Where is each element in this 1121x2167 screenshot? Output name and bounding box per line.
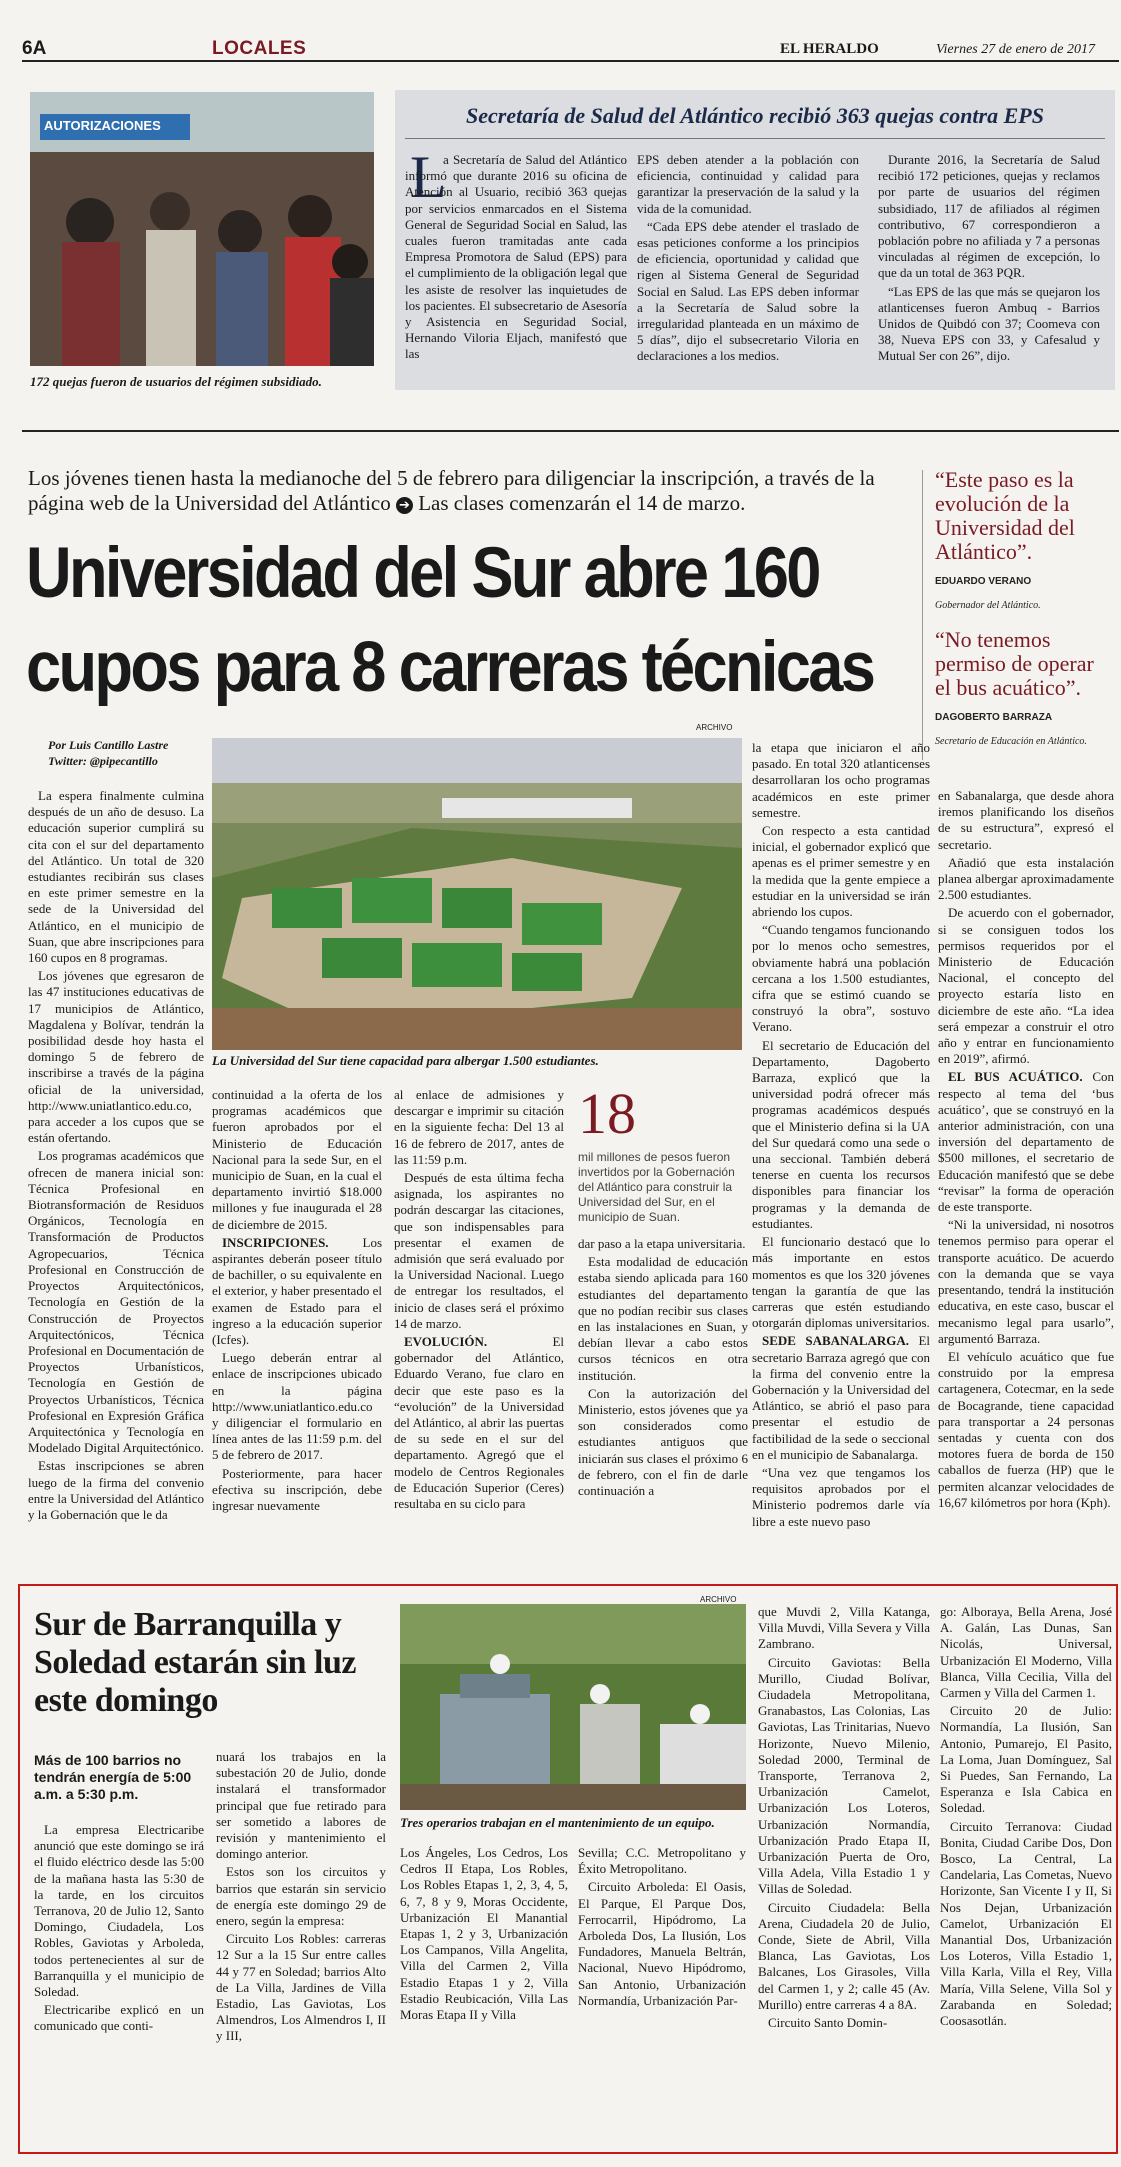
power-col2: nuará los trabajos en la subestación 20 de Julio, donde instalará el transformador principal que fue retirado para ser sometido a labores de revisión y mantenimiento el domingo anterior. Estos son los circuitos y barrios que estarán sin servicio de energía este domingo 29 de enero, según la empresa: Circuito Los Robles: carreras 12 Sur a la 15 Sur entre calles 44 y 77 en Soledad; barrios Alto de La Villa, Jardines de Villa Estadio, Las Gaviotas, Los Almendros, Los Almendros I, II y III, <box>216 1749 386 2044</box>
main-photo-caption: La Universidad del Sur tiene capacidad para albergar 1.500 estudiantes. <box>212 1053 599 1068</box>
paragraph-lead-in: EL BUS ACUÁTICO. <box>948 1069 1083 1085</box>
main-deck-part2: Las clases comenzarán el 14 de marzo. <box>418 491 746 515</box>
power-col6: go: Alboraya, Bella Arena, José A. Galán, Las Dunas, San Nicolás, Universal, Urbanización El Moderno, Villa Blanca, Villa Cecilia, Villa del Carmen y Villa del Carmen 1. Circuito 20 de Julio: Normandía, La Ilusión, San Antonio, Pumarejo, El Pasito, La Loma, Juan Domínguez, Sal Si Puedes, San Fernando, La Esperanza e Isla Cabica en Soledad. Circuito Terranova: Ciudad Bonita, Ciudad Caribe Dos, Don Bosco, La Central, La Candelaria, Las Cometas, Nuevo Horizonte, San Vicente I y II, Si Nos Dejan, Urbanización Camelot, Urbanización El Manantial Dos, Urbanización Los Loteros, Villa Estadio 1, Villa Karla, Villa el Rey, Villa María, Villa Selene, Villa Sol y Zarabanda en Soledad; Coosasotlán. <box>940 1604 1112 2029</box>
power-col5: que Muvdi 2, Villa Katanga, Villa Muvdi, Villa Severa y Villa Zambrano. Circuito Gaviotas: Bella Murillo, Ciudad Bolívar, Ciudadela Metropolitana, Granabastos, Las Colonias, Las Gaviotas, Las Trinitarias, Nuevo Horizonte, Nuevo Milenio, Soledad 2000, Terminal de Transporte, Terranova 2, Urbanización Camelot, Urbanización Los Loteros, Urbanización Normandía, Urbanización Prado Etapa II, Urbanización Puerta de Oro, Villa Adela, Villa Estadio 1 y Villas de Soledad. Circuito Ciudadela: Bella Arena, Ciudadela 20 de Julio, Conde, Siete de Abril, Villa Blanca, Las Gaviotas, Los Balcanes, Los Girasoles, Villa del Carmen 1, y 2; calle 45 (Av. Murillo) entre carreras 4 a 8A. Circuito Santo Domin- <box>758 1604 930 2031</box>
power-col3: Los Ángeles, Los Cedros, Los Cedros II Etapa, Los Robles, Los Robles Etapas 1, 2, 3, 4, 5, 6, 7, 8 y 9, Moras Occidente, Urbanización El Manantial Etapas 1, 2 y 3, Urbanización Los Campanos, Villa Angelita, Villa del Carmen 2, Villa Estadio Etapas 1 y 2, Villa Estadio Reubicación, Villa Las Moras Etapa II y Villa <box>400 1845 568 2023</box>
paragraph-lead-in: INSCRIPCIONES. <box>222 1234 329 1250</box>
university-aerial-image <box>212 738 742 1050</box>
quote-barraza-text: “No tenemos permiso de operar el bus acuático”. <box>935 627 1094 700</box>
stat-text: mil millones de pesos fueron invertidos por la Gobernación del Atlántico para construir la Universidad del Sur, en el municipio de Suan. <box>578 1150 735 1224</box>
section-label: LOCALES <box>212 38 307 59</box>
paragraph-lead-in: SEDE SABANALARGA. <box>762 1333 910 1349</box>
power-photo <box>400 1604 746 1810</box>
section-divider-top <box>22 430 1119 432</box>
main-col2: continuidad a la oferta de los programas académicos que fueron aprobados por el Ministerio de Educación Nacional para la sede Sur, en el municipio de Suan, en la cual el departamento invirtió $18.000 millones y fue inaugurada el 28 de diciembre de 2015. INSCRIPCIONES. Los aspirantes deberán poseer título de bachiller, o su equivalente en el exterior, y haber presentado el examen de Estado para el ingreso a la educación superior (Icfes). Luego deberán entrar al enlace de inscripciones ubicado en la página http://www.uniatlantico.edu.co y diligenciar el formulario en línea antes de las 11:59 p.m. del 5 de febrero de 2017. Posteriormente, para hacer efectiva su inscripción, debe ingresar nuevamente <box>212 1087 382 1514</box>
byline: Por Luis Cantillo Lastre <box>48 738 169 752</box>
main-photo <box>212 738 742 1050</box>
quote-column-rule <box>922 470 923 760</box>
arrow-right-icon: ➔ <box>396 497 413 514</box>
eps-col2: EPS deben atender a la población con eficiencia, continuidad y calidad para garantizar la preservación de la salud y la vida de la comunidad. “Cada EPS debe atender el traslado de esas peticiones conforme a los principios de eficiencia, oportunidad y calidad que rigen al Sistema General de Seguridad Social en Salud. Las EPS deben informar a la Secretaría de Salud sobre la irregularidad planteada en un máximo de 5 días”, dijo el subsecretario Viloria en declaraciones a los medios. <box>637 152 859 364</box>
main-col5: la etapa que iniciaron el año pasado. En total 320 atlanticenses desarrollaran los ocho programas académicos en este primer semestre. Con respecto a esta cantidad inicial, el gobernador explicó que apenas es el primer semestre y en la medida que la gente empiece a estudiar en la universidad se irán abriendo los cupos. “Cuando tengamos funcionando por lo menos ocho semestres, obviamente habrá una población cercana a los 1.500 estudiantes, cifra que se estimó cuando se construyó la obra”, sostuvo Verano. El secretario de Educación del Departamento, Dagoberto Barraza, explicó que la universidad podrá ofrecer más programas académicos después que el Ministerio defina si la UA del Sur quedará como una sede o una seccional. También deberá tenerse en cuenta los recursos disponibles para financiar los programas y la demanda de estudiantes. El funcionario destacó que lo más importante en estos momentos es que los 320 jóvenes tengan la garantía de que las carreras que estén estudiando otorgarán diplomas universitarios. SEDE SABANALARGA. El secretario Barraza agregó que con la firma del convenio entre la Gobernación y la Universidad del Atlántico, se abrió el paso para presentar el estudio de factibilidad de la sede o seccional en el municipio de Sabanalarga. “Una vez que tengamos los requisitos aprobados por el Ministerio podremos darle vía libre a este nuevo paso <box>752 740 930 1529</box>
quote-verano <box>935 468 1115 618</box>
power-photo-credit: ARCHIVO <box>700 1595 737 1604</box>
main-headline-line1: Universidad del Sur abre 160 <box>26 534 819 613</box>
paper-name: EL HERALDO <box>780 41 879 57</box>
stat-number: 18 <box>578 1081 636 1146</box>
eps-title-rule <box>405 138 1105 139</box>
eps-crowd-image <box>30 92 374 366</box>
eps-photo <box>30 92 374 366</box>
power-col4: Sevilla; C.C. Metropolitano y Éxito Metropolitano. Circuito Arboleda: El Oasis, El Parque, El Parque Dos, Ferrocarril, Hipódromo, La Arboleda Dos, La Ilusión, Los Fundadores, Manuela Beltrán, Nacional, Nuevo Hipódromo, San Antonio, Urbanización Normandía, Urbanización Par- <box>578 1845 746 2008</box>
quote-barraza-name: DAGOBERTO BARRAZA <box>935 712 1053 723</box>
quote-verano-name: EDUARDO VERANO <box>935 576 1032 587</box>
eps-col1: a Secretaría de Salud del Atlántico informó que durante 2016 su oficina de Atención al Usuario, recibió 363 quejas por servicios enmarcados en el Sistema General de Seguridad Social en Salud, las cuales fueron tramitadas ante cada Empresa Promotora de Salud (EPS) para el cumplimiento de la obligación legal que les asiste de resolver las inquietudes de los pacientes. El subsecretario de Asesoría y Asistencia en Seguridad Social, Hernando Viloria Eljach, manifestó que las <box>405 152 627 362</box>
power-col1: La empresa Electricaribe anunció que este domingo se irá el fluido eléctrico desde las 5:00 de la mañana hasta las 5:30 de la tarde, en los circuitos Terranova, 20 de Julio 12, Santo Domingo, Ciudadela, Los Robles, Gaviotas y Arboleda, todos pertenecientes al sur de Barranquilla y el municipio de Soledad. Electricaribe explicó en un comunicado que conti- <box>34 1822 204 2034</box>
main-col4: dar paso a la etapa universitaria. Esta modalidad de educación estaba siendo aplicada para 160 estudiantes del departamento que no podían recibir sus clases en las instalaciones en Suan, y debían llevar a cabo estos cursos técnicos en otra institución. Con la autorización del Ministerio, estos jóvenes que ya son considerados como estudiantes antiguos que iniciarán sus clases el próximo 6 de febrero, con el fin de darle continuación a <box>578 1236 748 1499</box>
quote-barraza <box>935 628 1115 754</box>
quote-verano-role: Gobernador del Atlántico. <box>935 600 1041 611</box>
main-deck <box>28 466 908 516</box>
eps-photo-caption: 172 quejas fueron de usuarios del régimen subsidiado. <box>30 374 322 389</box>
eps-photo-sign: AUTORIZACIONES <box>44 118 161 133</box>
header-rule <box>22 60 1119 62</box>
eps-title: Secretaría de Salud del Atlántico recibió 363 quejas contra EPS <box>466 103 1044 128</box>
quote-verano-text: “Este paso es la evolución de la Universidad del Atlántico”. <box>935 467 1075 564</box>
eps-drop-cap: L <box>410 144 447 210</box>
main-headline-line2: cupos para 8 carreras técnicas <box>26 628 874 707</box>
header-date: Viernes 27 de enero de 2017 <box>936 42 1096 57</box>
eps-col3: Durante 2016, la Secretaría de Salud recibió 172 peticiones, quejas y reclamos por parte de usuarios del régimen subsidiado, 117 de afiliados al régimen contributivo, 67 correspondieron a población pobre no afiliada y 7 a personas vinculadas al régimen de excepción, lo que da un total de 363 PQR. “Las EPS de las que más se quejaron los atlanticenses fueron Ambuq - Barrios Unidos de Quibdó con 37; Coomeva con 38, Nueva EPS con 33, y Cafesalud y Mutual Ser con 26”, dijo. <box>878 152 1100 364</box>
main-col6: en Sabanalarga, que desde ahora iremos planificando los diseños de su estructura”, expresó el secretario. Añadió que esta instalación planea albergar aproximadamente 2.500 estudiantes. De acuerdo con el gobernador, si se consiguen todos los permisos requeridos por el Ministerio de Educación Nacional, el concepto del proyecto estaría listo en diciembre de este año. “La idea será empezar a construir el otro año y entrar en funcionamiento en 2019”, afirmó. EL BUS ACUÁTICO. Con respecto al tema del ‘bus acuático’, que se construyó en la anterior administración, con una inversión del departamento de $500 millones, el secretario de Educación manifestó que se debe “revisar” la forma de operación de este transporte. “Ni la universidad, ni nosotros tenemos permiso para operar el transporte acuático. De acuerdo con la demanda que se vaya presentando, tendrá la institución educativa, en este caso, buscar el mecanismo legal para usarlo”, argumentó Barraza. El vehículo acuático que fue construido por la empresa cartagenera, Cotecmar, en la sede de Bocagrande, tiene capacidad para transportar a 24 personas sentadas y cuenta con dos motores fuera de borda de 150 caballos de fuerza (HP) que le permiten alcanzar velocidades de 16,67 kilómetros por hora (Kph). <box>938 788 1114 1510</box>
power-workers-image <box>400 1604 746 1810</box>
power-photo-caption: Tres operarios trabajan en el mantenimiento de un equipo. <box>400 1815 715 1830</box>
byline-twitter: Twitter: @pipecantillo <box>48 754 158 768</box>
main-col1: La espera finalmente culmina después de un año de desuso. La educación superior cumplirá su cita con el sur del departamento del Atlántico. Un total de 320 estudiantes recibirán sus clases en este primer semestre en la sede de la Universidad del Atlántico, en el municipio de Suan, que abre inscripciones para 160 cupos en 8 programas. Los jóvenes que egresaron de las 47 instituciones educativas de 17 municipios de Atlántico, Magdalena y Bolívar, tendrán la posibilidad desde hoy hasta el domingo 5 de febrero de inscribirse a través de la página oficial de la universidad, http://www.uniatlantico.edu.co, para acceder a los cupos que se están ofertando. Los programas académicos que ofrecen de manera inicial son: Técnica Profesional en Biotransformación de Residuos Orgánicos, Tecnología en Transformación de Productos Agropecuarios, Técnica Profesional en Construcción de Proyectos Arquitectónicos, Tecnología en Gestión de la Construcción de Proyectos Arquitectónicos, Técnica Profesional en Documentación de Proyectos Urbanísticos, Tecnología en Gestión de Proyectos Urbanísticos, Técnica Profesional en Expresión Gráfica Arquitectónica y Tecnología en Modelado Digital Arquitectónico. Estas inscripciones se abren luego de la firma del convenio entre la Universidad del Atlántico y la Gobernación que le da <box>28 788 204 1522</box>
quote-barraza-role: Secretario de Educación en Atlántico. <box>935 736 1087 747</box>
page-number: 6A <box>22 38 47 59</box>
paragraph-lead-in: EVOLUCIÓN. <box>404 1334 488 1350</box>
main-col3: al enlace de admisiones y descargar e imprimir su citación en la siguiente fecha: Del 13 al 16 de febrero de 2017, antes de las 11:59 p.m. Después de esta última fecha asignada, los aspirantes no podrán descargar las citaciones, que son indispensables para presentar el examen de admisión que será evaluado por la Universidad Nacional. Luego de entregar los resultados, el inicio de clases será el próximo 14 de marzo. EVOLUCIÓN. El gobernador del Atlántico, Eduardo Verano, fue claro en decir que este paso es la “evolución” de la Universidad del Atlántico, al abrir las puertas de su sede en el sur del departamento. Agregó que el modelo de Centros Regionales de Educación Superior (Ceres) resultaba en su ciclo para <box>394 1087 564 1512</box>
main-photo-credit: ARCHIVO <box>696 723 733 732</box>
power-headline: Sur de Barranquilla y Soledad estarán sin luz este domingo <box>34 1606 356 1719</box>
power-deck: Más de 100 barrios no tendrán energía de 5:00 a.m. a 5:30 p.m. <box>34 1752 192 1802</box>
main-deck-part1: Los jóvenes tienen hasta la medianoche del 5 de febrero para diligenciar la inscripción, a través de la página web de la Universidad del Atlántico <box>28 466 875 515</box>
